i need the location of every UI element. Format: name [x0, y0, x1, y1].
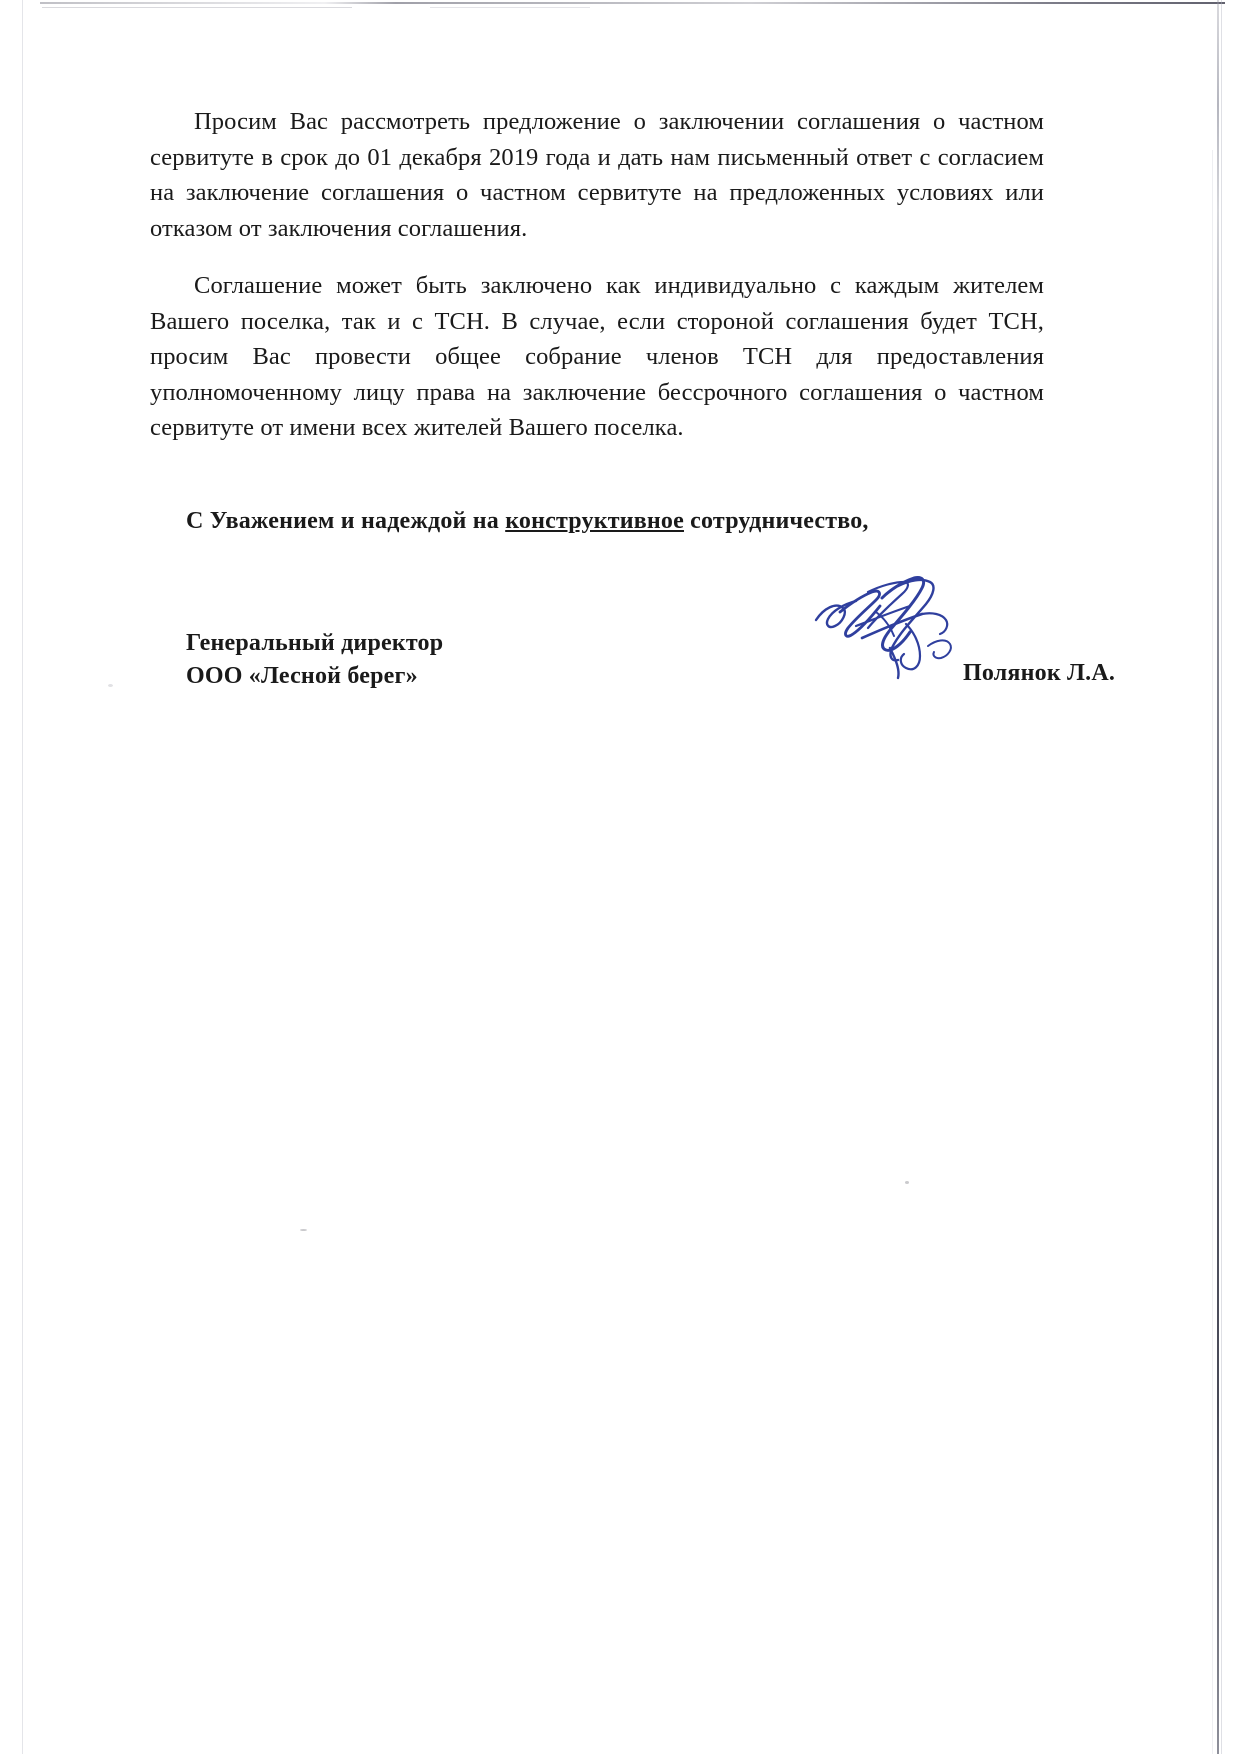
signer-company: ООО «Лесной берег»: [186, 663, 418, 689]
closing-text-underlined: конструктивное: [505, 508, 684, 534]
signer-title: Генеральный директор: [186, 630, 444, 656]
signature-block: [186, 627, 443, 693]
closing-text-after: сотрудничество,: [683, 508, 869, 534]
scan-artifact-top-streak-left: [42, 7, 352, 8]
scan-artifact-top-streak-mid: [430, 7, 590, 8]
scan-artifact-right-edge-outer: [1221, 0, 1222, 1754]
scan-artifact-right-edge: [1217, 0, 1219, 1754]
scan-artifact-top-edge: [40, 2, 1225, 4]
scan-artifact-left-edge: [22, 0, 23, 1754]
signer-name: Полянок Л.А.: [963, 660, 1116, 686]
scan-speck: [300, 1229, 307, 1231]
letter-body: [150, 104, 1044, 446]
scan-speck: [905, 1181, 909, 1184]
scan-speck: [108, 684, 113, 687]
closing-salutation: [186, 508, 869, 535]
closing-text-before: С Уважением и надеждой на: [186, 508, 506, 534]
scan-artifact-right-edge-inner: [1212, 150, 1213, 1754]
paragraph-request: Просим Вас рассмотреть предложение о заключении соглашения о частном сервитуте в срок до 01 декабря 2019 года и дать нам письменный ответ с согласием на заключение соглашения о частном сервитуте на предложенных условиях или отказом от заключения соглашения.: [150, 108, 1044, 242]
paragraph-agreement: Соглашение может быть заключено как индивидуально с каждым жителем Вашего поселка, так и с ТСН. В случае, если стороной соглашения будет ТСН, просим Вас провести общее собрание членов ТСН для предоставления уполномоченному лицу права на заключение бессрочного соглашения о частном сервитуте от имени всех жителей Вашего поселка.: [150, 272, 1044, 441]
